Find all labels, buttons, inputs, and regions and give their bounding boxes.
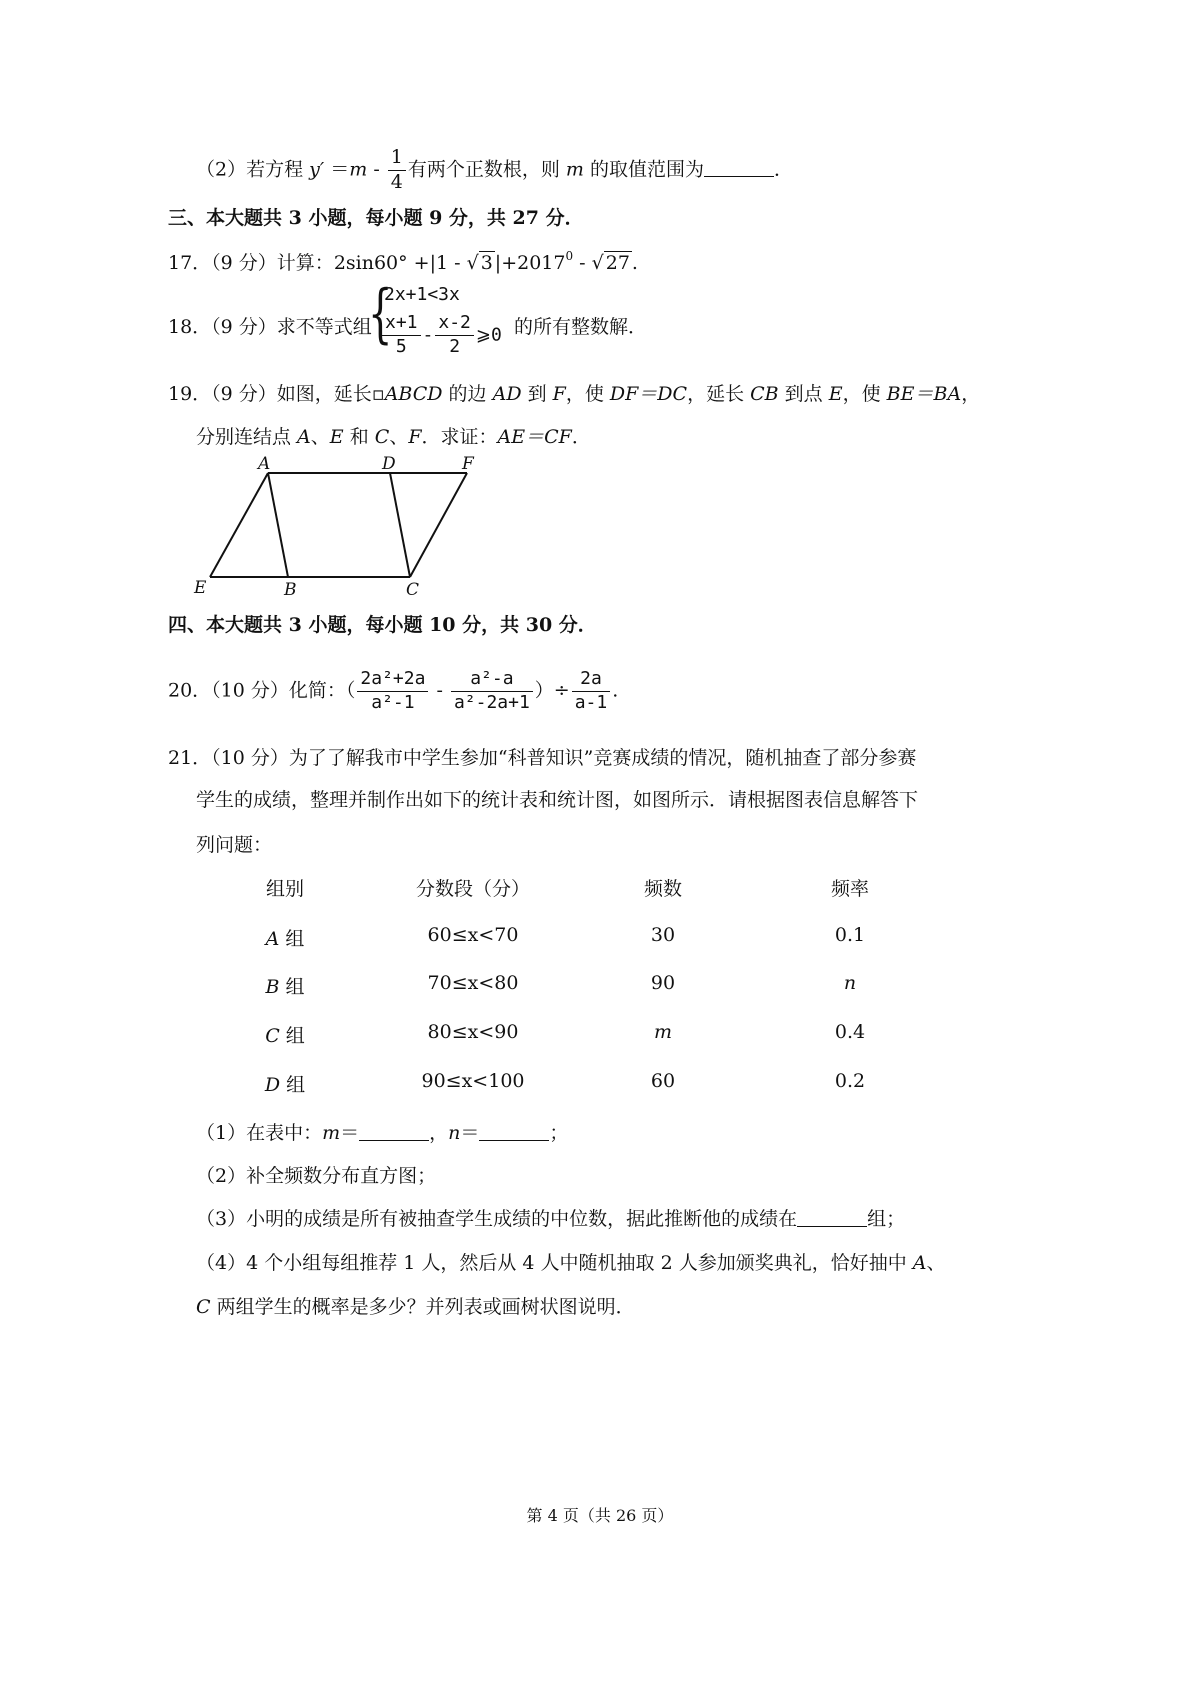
question-21-line3: 列问题：: [196, 834, 273, 856]
table-row-d-freq: 60: [650, 1070, 676, 1092]
table-row-b-freq: 90: [650, 972, 676, 994]
answer-blank-m[interactable]: [359, 1122, 429, 1141]
table-row-a-rate: 0.1: [834, 924, 866, 946]
table-row-d-group: D 组: [264, 1074, 306, 1096]
question-18-label: 18．（9 分）求不等式组: [168, 316, 372, 338]
parallelogram-figure: [190, 455, 510, 605]
segment-FC: [410, 473, 467, 577]
inequality-2: $\frac{x+1}{5}$ - $\frac{x-2}{2}$ ⩾0: [380, 314, 502, 357]
table-row-a-group: A 组: [265, 928, 305, 950]
table-row-c-freq: m: [653, 1021, 673, 1043]
table-row-b-group: B 组: [265, 976, 305, 998]
answer-blank-n[interactable]: [479, 1122, 549, 1141]
label-A: A: [258, 455, 271, 474]
header-group: 组别: [265, 878, 304, 900]
label-B: B: [284, 580, 297, 600]
header-rate: 频率: [830, 878, 869, 900]
q21-part4-line2: C 两组学生的概率是多少？并列表或画树状图说明．: [196, 1296, 635, 1318]
question-21-line2: 学生的成绩，整理并制作出如下的统计表和统计图，如图所示．请根据图表信息解答下: [196, 789, 919, 811]
q21-part2: （2）补全频数分布直方图；: [196, 1165, 437, 1187]
label-F: F: [462, 455, 474, 474]
question-19-line2: 分别连结点 A、E 和 C、F．求证：AE＝CF．: [196, 426, 591, 448]
question-19-line1: 19．（9 分）如图，延长▫ABCD 的边 AD 到 F，使 DF＝DC，延长 CB 到点 E，使 BE＝BA，: [168, 383, 981, 405]
fraction-one-quarter: $\frac{1}{4}$: [388, 148, 406, 193]
section-heading-4: 四、本大题共 3 小题，每小题 10 分，共 30 分．: [168, 614, 597, 636]
header-range: 分数段（分）: [415, 878, 530, 900]
table-row-b-rate: n: [843, 972, 857, 994]
question-21-line1: 21．（10 分）为了了解我市中学生参加“科普知识”竞赛成绩的情况，随机抽查了部分参赛: [168, 747, 917, 769]
q21-part1: （1）在表中：m＝ ，n＝ ；: [196, 1122, 569, 1144]
table-row-d-rate: 0.2: [834, 1070, 866, 1092]
label-C: C: [406, 580, 420, 600]
section-heading-3: 三、本大题共 3 小题，每小题 9 分，共 27 分．: [168, 207, 584, 229]
q21-part4-line1: （4）4 个小组每组推荐 1 人，然后从 4 人中随机抽取 2 人参加颁奖典礼，恰好抽中 A、: [196, 1252, 946, 1274]
table-row-d-range: 90≤x<100: [421, 1070, 525, 1092]
table-row-c-rate: 0.4: [834, 1021, 866, 1043]
page-footer: 第 4 页（共 26 页）: [526, 1506, 674, 1525]
question-20: 20．（10 分）化简：（ $\frac{\text{2a²+2a}}{\text{a²-1}}$ - $\frac{\text{a²-a}}{\text{a²-2a+1}}$ ）÷ $\frac{2a}{a-1}$ .: [168, 668, 619, 713]
segment-AB: [268, 473, 288, 577]
label-E: E: [194, 578, 207, 598]
segment-AE: [210, 473, 268, 577]
table-row-c-range: 80≤x<90: [427, 1021, 519, 1043]
q21-part3: （3）小明的成绩是所有被抽查学生成绩的中位数，据此推断他的成绩在 组；: [196, 1208, 906, 1230]
q16-part2: （2）若方程 y′ ＝m - $\frac{1}{4}$ 有两个正数根，则 m 的取值范围为 ．: [196, 146, 794, 193]
header-frequency: 频数: [643, 878, 682, 900]
answer-blank-group[interactable]: [797, 1208, 867, 1227]
question-18-suffix: 的所有整数解．: [514, 316, 648, 338]
system-brace: {: [368, 277, 393, 351]
table-row-a-range: 60≤x<70: [427, 924, 519, 946]
table-row-b-range: 70≤x<80: [427, 972, 519, 994]
answer-blank[interactable]: [704, 158, 774, 177]
question-17: 17．（9 分）计算：2sin60° +|1 - √ 3 $|+2017^0$ - √ 27 .: [168, 249, 638, 274]
table-row-c-group: C 组: [265, 1025, 305, 1047]
inequality-1: 2x+1<3x: [384, 284, 460, 305]
segment-DC: [390, 473, 410, 577]
label-D: D: [382, 455, 396, 474]
table-row-a-freq: 30: [650, 924, 676, 946]
